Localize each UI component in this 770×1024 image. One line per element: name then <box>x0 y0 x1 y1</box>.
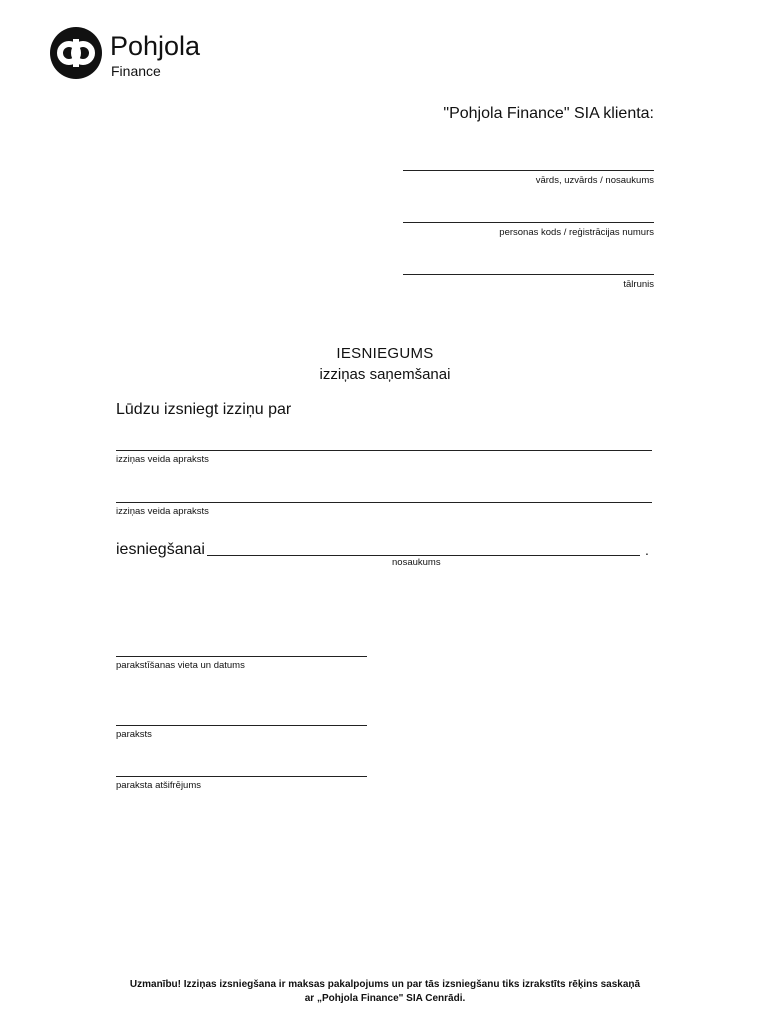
name-input-line[interactable] <box>403 170 654 171</box>
field-caption: personas kods / reģistrācijas numurs <box>499 227 654 238</box>
sign-place-date-field[interactable] <box>116 656 367 672</box>
field-caption: parakstīšanas vieta un datums <box>116 660 245 671</box>
client-phone-field[interactable] <box>403 274 654 291</box>
fee-notice-line-1: Uzmanību! Izziņas izsniegšana ir maksas pakalpojums un par tās izsniegšanu tiks izrakstīts rēķins saskaņā <box>129 979 641 990</box>
field-caption: paraksts <box>116 729 152 740</box>
field-caption: tālrunis <box>623 279 654 290</box>
signature-transcript-field[interactable] <box>116 776 367 792</box>
request-text: Lūdzu izsniegt izziņu par <box>116 401 292 418</box>
field-caption: vārds, uzvārds / nosaukums <box>535 175 654 186</box>
signature-input-line[interactable] <box>116 725 367 726</box>
statement-type-field-2[interactable] <box>116 502 652 518</box>
transcript-input-line[interactable] <box>116 776 367 777</box>
statement-input-line[interactable] <box>116 502 652 503</box>
fee-notice <box>0 978 770 1006</box>
statement-type-field-1[interactable] <box>116 450 652 466</box>
op-logo-icon <box>50 27 102 79</box>
signature-field[interactable] <box>116 725 367 741</box>
field-caption: paraksta atšifrējums <box>116 780 202 791</box>
phone-input-line[interactable] <box>403 274 654 275</box>
document-subtitle: izziņas saņemšanai <box>319 366 451 383</box>
sign-place-input-line[interactable] <box>116 656 367 657</box>
statement-input-line[interactable] <box>116 450 652 451</box>
company-logo <box>50 27 220 79</box>
submission-label: iesniegšanai <box>116 541 205 558</box>
client-id-field[interactable] <box>403 222 654 239</box>
fee-notice-line-2: ar „Pohjola Finance" SIA Cenrādi. <box>304 993 466 1004</box>
client-name-field[interactable] <box>403 170 654 187</box>
id-input-line[interactable] <box>403 222 654 223</box>
field-caption: nosaukums <box>392 557 441 568</box>
client-title: "Pohjola Finance" SIA klienta: <box>443 105 654 122</box>
submission-row <box>116 540 656 570</box>
submission-end: . <box>645 542 649 558</box>
document-title: IESNIEGUMS <box>336 345 434 362</box>
logo-subtitle: Finance <box>111 63 161 79</box>
field-caption: izziņas veida apraksts <box>116 506 209 517</box>
field-caption: izziņas veida apraksts <box>116 454 209 465</box>
submission-input-line[interactable] <box>207 555 640 556</box>
logo-name: Pohjola <box>110 31 201 61</box>
